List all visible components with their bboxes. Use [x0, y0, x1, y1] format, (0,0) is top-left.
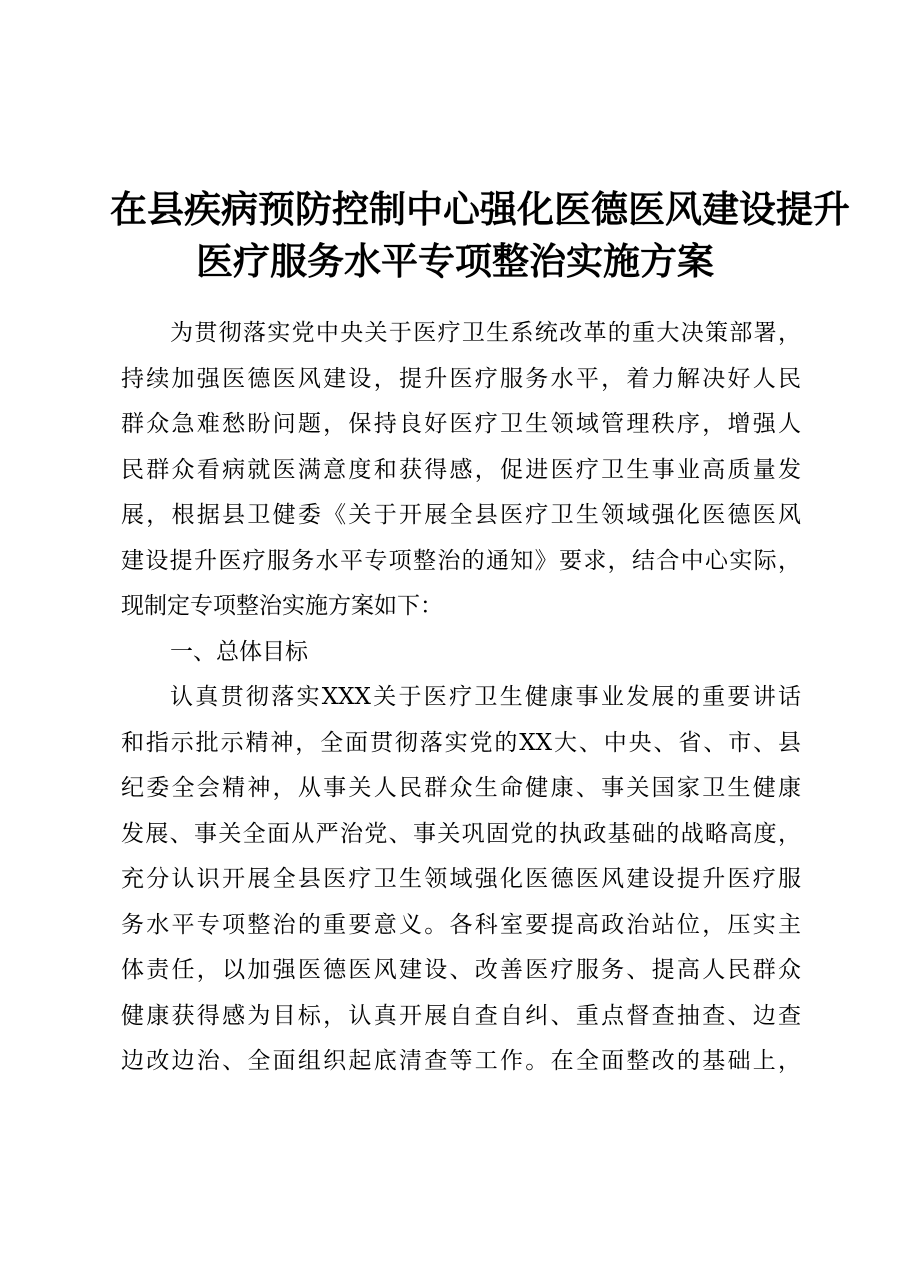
- title-line-2: 医疗服务水平专项整治实施方案: [196, 239, 714, 283]
- paragraph-1-line-1: 为贯彻落实党中央关于医疗卫生系统改革的重大决策部署，: [170, 320, 801, 346]
- paragraph-1-line-3: 群众急难愁盼问题，保持良好医疗卫生领域管理秩序，增强人: [121, 411, 801, 437]
- paragraph-1-line-4: 民群众看病就医满意度和获得感，促进医疗卫生事业高质量发: [121, 456, 801, 483]
- paragraph-2-line-6: 务水平专项整治的重要意义。各科室要提高政治站位，压实主: [121, 911, 801, 938]
- paragraph-2-line-9: 边改边治、全面组织起底清查等工作。在全面整改的基础上，: [121, 1048, 801, 1074]
- paragraph-1-line-7: 现制定专项整治实施方案如下：: [121, 593, 443, 619]
- paragraph-2-line-7: 体责任，以加强医德医风建设、改善医疗服务、提高人民群众: [121, 957, 801, 983]
- paragraph-2-line-3: 纪委全会精神，从事关人民群众生命健康、事关国家卫生健康: [121, 775, 801, 801]
- paragraph-2-line-5: 充分认识开展全县医疗卫生领域强化医德医风建设提升医疗服: [121, 866, 801, 892]
- section-heading-overall-goal: 一、总体目标: [170, 638, 308, 665]
- paragraph-2-line-8: 健康获得感为目标，认真开展自查自纠、重点督查抽查、边查: [121, 1002, 801, 1029]
- document-body: [121, 311, 801, 1085]
- paragraph-1-line-2: 持续加强医德医风建设，提升医疗服务水平，着力解决好人民: [121, 365, 801, 392]
- document-title: [110, 183, 850, 287]
- paragraph-2-line-4: 发展、事关全面从严治党、事关巩固党的执政基础的战略高度，: [121, 820, 801, 847]
- paragraph-1-line-5: 展，根据县卫健委《关于开展全县医疗卫生领域强化医德医风: [121, 502, 801, 528]
- title-line-1: 在县疾病预防控制中心强化医德医风建设提升: [110, 187, 850, 231]
- paragraph-2-line-1: 认真贯彻落实XXX关于医疗卫生健康事业发展的重要讲话: [170, 684, 801, 710]
- paragraph-2-line-2: 和指示批示精神，全面贯彻落实党的XX大、中央、省、市、县: [121, 729, 801, 756]
- paragraph-1-line-6: 建设提升医疗服务水平专项整治的通知》要求，结合中心实际，: [121, 547, 801, 574]
